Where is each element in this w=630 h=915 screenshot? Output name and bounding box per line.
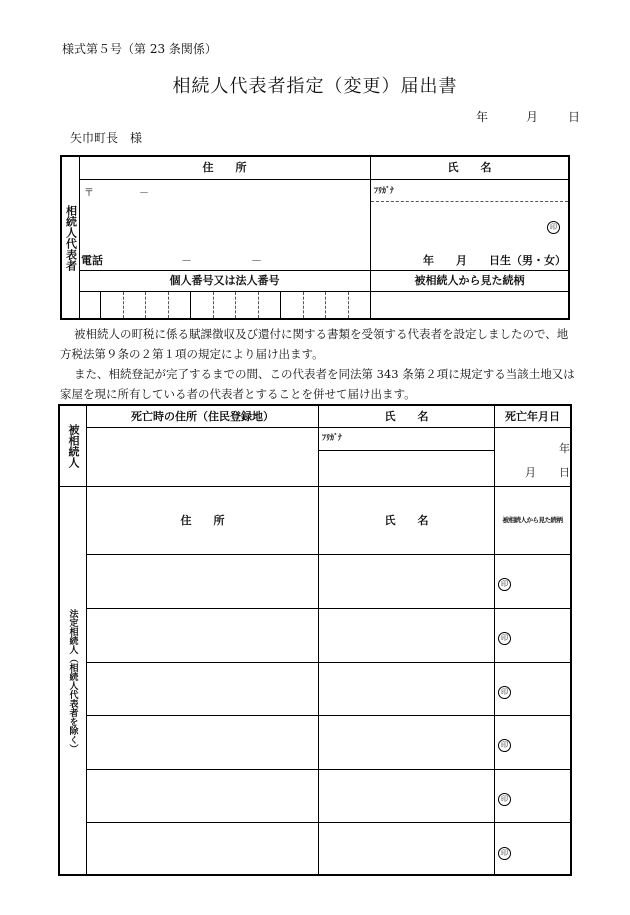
heir-seal-icon: 印 bbox=[498, 632, 511, 645]
heir-seal-icon: 印 bbox=[498, 686, 511, 699]
rep-address-header: 住 所 bbox=[79, 157, 370, 180]
heir-seal-icon: 印 bbox=[498, 793, 511, 806]
death-date-header: 死亡年月日 bbox=[495, 406, 570, 428]
rep-relation-header: 被相続人から見た続柄 bbox=[371, 270, 568, 292]
death-date-field[interactable] bbox=[495, 428, 570, 486]
heir-row[interactable] bbox=[87, 609, 570, 663]
heirs-address-header: 住 所 bbox=[180, 514, 225, 527]
deceased-name-field[interactable] bbox=[319, 428, 494, 486]
date-year: 年 bbox=[476, 110, 489, 124]
deceased-name-header: 氏 名 bbox=[319, 406, 494, 428]
death-day: 日 bbox=[559, 466, 570, 479]
paragraph-line-1: 被相続人の町税に係る賦課徴収及び還付に関する書類を受領する代表者を設定しましたので、地 bbox=[74, 327, 569, 341]
rep-seal-icon: 印 bbox=[547, 221, 560, 234]
form-number: 様式第５号（第 23 条関係） bbox=[62, 42, 217, 56]
addressee: 矢巾町長 様 bbox=[70, 131, 143, 145]
heir-seal-icon: 印 bbox=[498, 739, 511, 752]
paragraph-line-3: また、相続登記が完了するまでの間、この代表者を同法第 343 条第２項に規定する当該土地又は bbox=[74, 367, 575, 381]
date-day: 日 bbox=[568, 110, 581, 124]
rep-name-field[interactable] bbox=[371, 180, 568, 270]
paragraph-line-4: 家屋を現に所有している者の代表者とすることを併せて届け出ます。 bbox=[60, 387, 416, 401]
representative-side-label: 相続人代表者 bbox=[62, 157, 80, 318]
heirs-relation-header: 被相続人から見た続柄 bbox=[502, 516, 563, 524]
page-title: 相続人代表者指定（変更）届出書 bbox=[172, 76, 458, 97]
heirs-side-label: 法定相続人（相続人代表者を除く） bbox=[67, 608, 78, 753]
number-boxes[interactable] bbox=[79, 292, 370, 318]
deceased-address-header: 死亡時の住所（住民登録地） bbox=[87, 406, 318, 428]
heir-row[interactable] bbox=[87, 823, 570, 874]
phone-label: 電話 bbox=[81, 254, 103, 267]
rep-birth: 年 月 日生（男・女） bbox=[423, 254, 566, 267]
phone-dash-1: － bbox=[181, 254, 192, 267]
heir-seal-icon: 印 bbox=[498, 578, 511, 591]
death-month: 月 bbox=[525, 466, 536, 479]
number-header: 個人番号又は法人番号 bbox=[79, 270, 370, 292]
rep-furigana-label: ﾌﾘｶﾞﾅ bbox=[374, 186, 394, 195]
representative-table bbox=[60, 155, 570, 320]
deceased-furigana-label: ﾌﾘｶﾞﾅ bbox=[322, 433, 342, 442]
heir-row[interactable] bbox=[87, 716, 570, 770]
heirs-name-header: 氏 名 bbox=[384, 514, 429, 527]
deceased-side-label: 被相続人 bbox=[67, 424, 80, 468]
postal-dash: － bbox=[139, 188, 149, 199]
heir-row[interactable] bbox=[87, 663, 570, 716]
heir-row[interactable] bbox=[87, 770, 570, 823]
rep-name-header: 氏 名 bbox=[371, 157, 568, 180]
heir-row[interactable] bbox=[87, 555, 570, 609]
rep-relation-field[interactable] bbox=[371, 292, 568, 318]
heir-seal-icon: 印 bbox=[498, 847, 511, 860]
phone-dash-2: － bbox=[251, 254, 262, 267]
deceased-heirs-table bbox=[58, 404, 572, 876]
rep-address-field[interactable] bbox=[79, 180, 370, 270]
paragraph-line-2: 方税法第９条の２第１項の規定により届け出ます。 bbox=[60, 347, 324, 361]
postal-mark: 〒 bbox=[84, 188, 94, 199]
deceased-address-field[interactable] bbox=[87, 428, 318, 486]
date-month: 月 bbox=[526, 110, 539, 124]
death-year: 年 bbox=[559, 442, 570, 455]
